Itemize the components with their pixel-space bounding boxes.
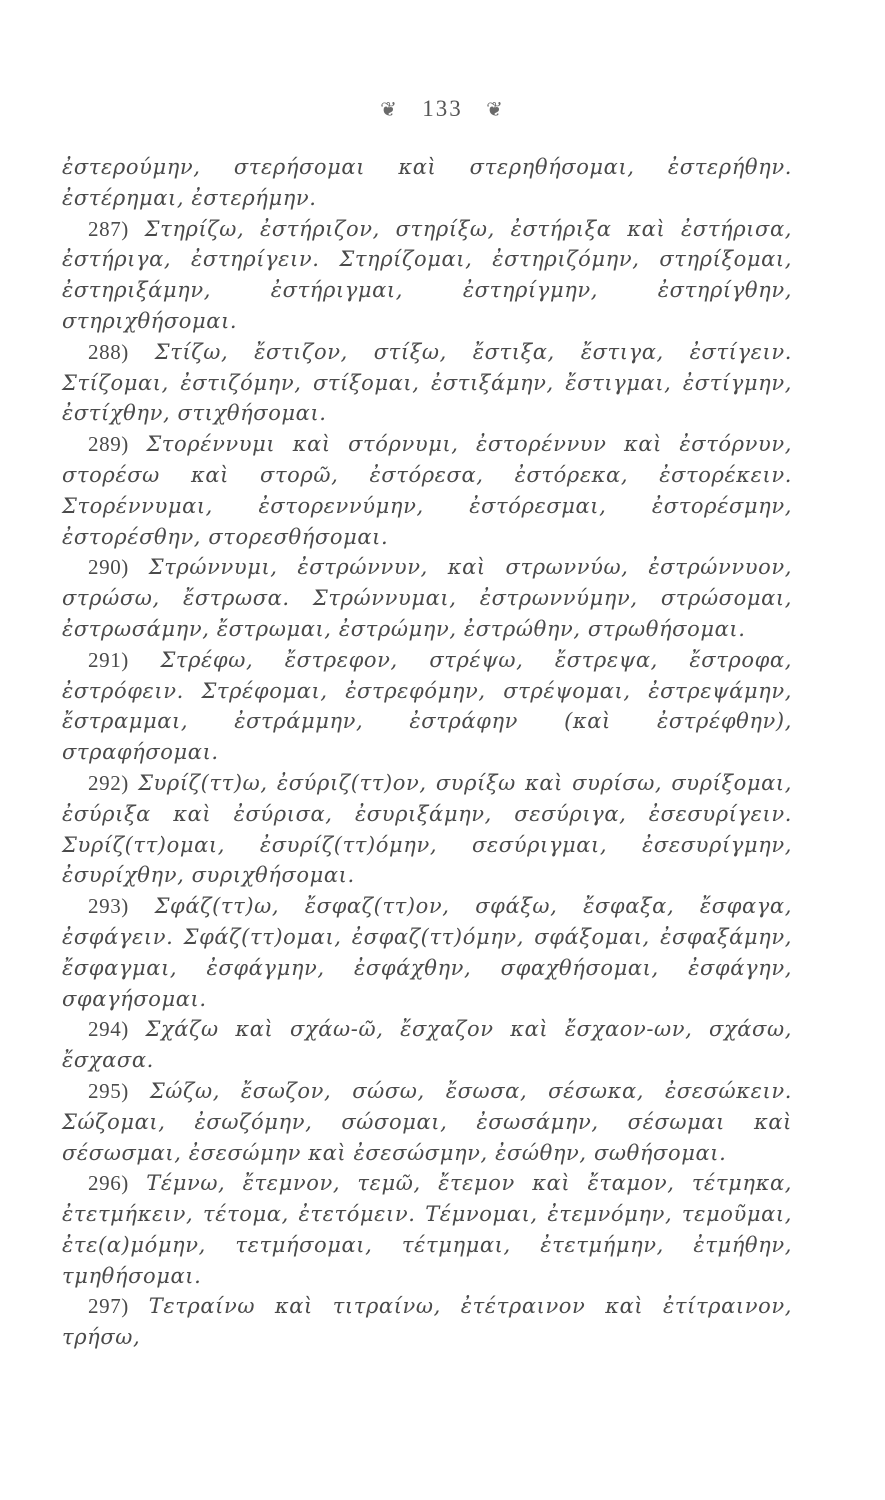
entry-number: 289) [88,432,129,457]
paragraph-entry-292 [62,768,792,891]
entry-text: Σφάζ(ττ)ω, ἔσφαζ(ττ)ον, σφάξω, ἔσφαξα, ἔσφαγα, ἐσφάγειν. Σφάζ(ττ)ομαι, ἐσφαζ(ττ)όμην, σφάξομαι, ἐσφαξάμην, ἔσφαγμαι, ἐσφάγμην, ἐσφάχθην, σφαχθήσομαι, ἐσφάγην, σφαγήσομαι. [62,894,792,1011]
paragraph-entry-288 [62,337,792,429]
page-number: 133 [422,96,463,121]
entry-text: Στρέφω, ἔστρεφον, στρέψω, ἔστρεψα, ἔστροφα, ἐστρόφειν. Στρέφομαι, ἐστρεφόμην, στρέψομαι, ἐστρεψάμην, ἔστραμμαι, ἐστράμμην, ἐστράφην (καὶ ἐστρέφθην), στραφήσομαι. [62,647,792,765]
entry-number: 292) [88,770,129,795]
entry-text: Τετραίνω καὶ τιτραίνω, ἐτέτραινον καὶ ἐτίτραινον, τρήσω, [62,1294,792,1350]
paragraph-entry-293 [62,891,792,1014]
entry-text: Στίζω, ἔστιζον, στίξω, ἔστιξα, ἔστιγα, ἐστίγειν. Στίζομαι, ἐστιζόμην, στίξομαι, ἐστιξάμην, ἔστιγμαι, ἐστίγμην, ἐστίχθην, στιχθήσομαι. [62,339,792,426]
paragraph-entry-291 [62,645,792,768]
entry-text: Τέμνω, ἔτεμνον, τεμῶ, ἔτεμον καὶ ἔταμον, τέτμηκα, ἐτετμήκειν, τέτομα, ἐτετόμειν. Τέμνομαι, ἐτεμνόμην, τεμοῦμαι, ἐτε(α)μόμην, τετμήσομαι, τέτμημαι, ἐτετμήμην, ἐτμήθην, τμηθήσομαι. [62,1171,792,1288]
ornament-right-icon: ❦ [486,97,505,121]
entry-number: 291) [88,647,129,672]
entry-text: Στορέννυμι καὶ στόρνυμι, ἐστορέννυν καὶ ἐστόρνυν, στορέσω καὶ στορῶ, ἐστόρεσα, ἐστόρεκα, ἐστορέκειν. Στορέννυμαι, ἐστορεννύμην, ἐστόρεσμαι, ἐστορέσμην, ἐστορέσθην, στορεσθήσομαι. [62,432,792,549]
paragraph-entry-289 [62,429,792,552]
entry-number: 294) [88,1017,129,1042]
paragraph-entry-294 [62,1014,792,1076]
paragraph-entry-287 [62,214,792,337]
paragraph-entry-296 [62,1168,792,1291]
entry-text: Στρώννυμι, ἐστρώννυν, καὶ στρωννύω, ἐστρώννυον, στρώσω, ἔστρωσα. Στρώννυμαι, ἐστρωννύμην, στρώσομαι, ἐστρωσάμην, ἔστρωμαι, ἐστρώμην, ἐστρώθην, στρωθήσομαι. [62,555,792,641]
paragraph-entry-297 [62,1291,792,1353]
paragraph-entry-290 [62,552,792,644]
entry-number: 290) [88,555,129,580]
entry-text: Σχάζω καὶ σχάω-ῶ, ἔσχαζον καὶ ἔσχαον-ων, σχάσω, ἔσχασα. [62,1017,792,1073]
entry-number: 288) [88,339,129,364]
entry-number: 287) [88,216,129,241]
entry-text: Στηρίζω, ἐστήριζον, στηρίξω, ἐστήριξα καὶ ἐστήρισα, ἐστήριγα, ἐστηρίγειν. Στηρίζομαι, ἐστηριζόμην, στηρίξομαι, ἐστηριξάμην, ἐστήριγμαι, ἐστηρίγμην, ἐστηρίγθην, στηριχθήσομαι. [62,216,792,333]
page-header [0,96,885,122]
entry-number: 295) [88,1078,129,1103]
entry-number: 296) [88,1171,129,1196]
paragraph-continuation: ἐστερούμην, στερήσομαι καὶ στερηθήσομαι, ἐστερήθην. ἐστέρημαι, ἐστερήμην. [62,155,792,210]
body-text [62,152,792,1353]
entry-number: 293) [88,894,129,919]
entry-text: Συρίζ(ττ)ω, ἐσύριζ(ττ)ον, συρίξω καὶ συρίσω, συρίξομαι, ἐσύριξα καὶ ἐσύρισα, ἐσυριξάμην, σεσύριγα, ἐσεσυρίγειν. Συρίζ(ττ)ομαι, ἐσυρίζ(ττ)όμην, σεσύριγμαι, ἐσεσυρίγμην, ἐσυρίχθην, συριχθήσομαι. [62,770,792,888]
entry-number: 297) [88,1294,129,1319]
entry-text: Σώζω, ἔσωζον, σώσω, ἔσωσα, σέσωκα, ἐσεσώκειν. Σώζομαι, ἐσωζόμην, σώσομαι, ἐσωσάμην, σέσωμαι καὶ σέσωσμαι, ἐσεσώμην καὶ ἐσεσώσμην, ἐσώθην, σωθήσομαι. [62,1078,792,1165]
ornament-left-icon: ❦ [380,97,399,121]
paragraph-entry-295 [62,1076,792,1168]
